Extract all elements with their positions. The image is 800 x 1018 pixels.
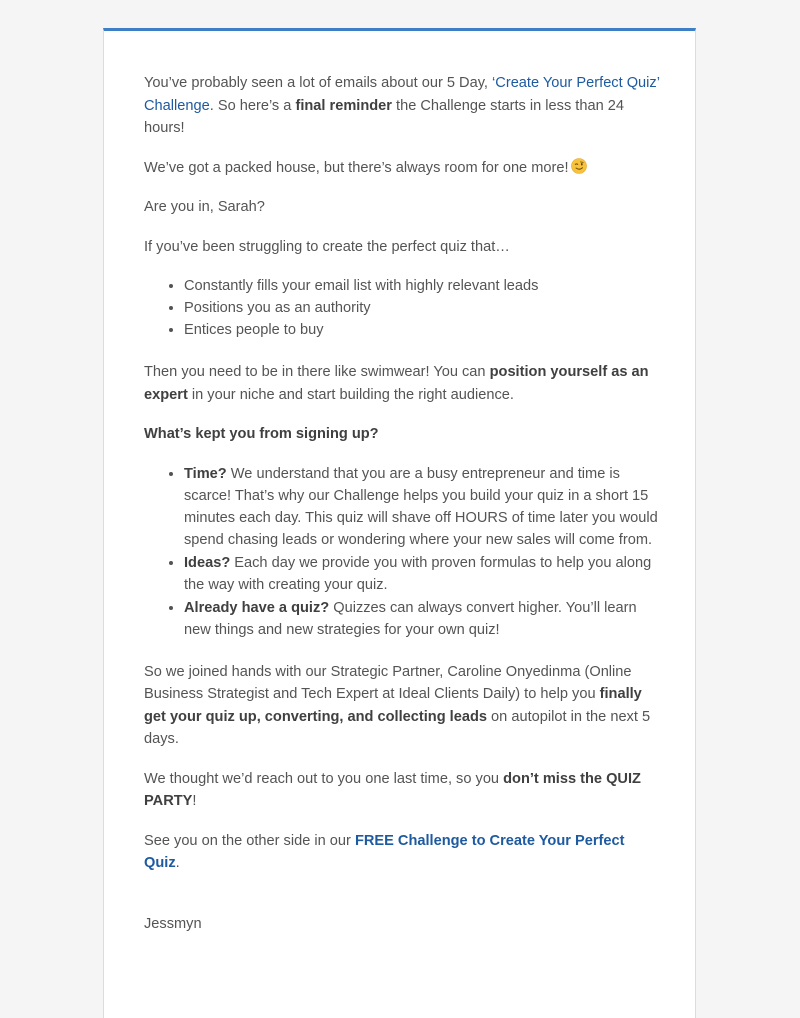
free-challenge-link-label: FREE Challenge to Create Your Perfect Quiz — [144, 832, 625, 871]
swimwear-paragraph — [144, 361, 660, 406]
final-reminder-bold: final reminder — [295, 97, 392, 114]
see-you-paragraph — [144, 830, 660, 875]
last-time-paragraph — [144, 768, 660, 813]
question-heading — [144, 423, 660, 446]
packed-house-paragraph — [144, 157, 660, 180]
challenge-link[interactable]: ‘Create Your Perfect Quiz’ Challenge — [144, 75, 660, 114]
intro-text-3: the Challenge starts in less than 24 hours! — [144, 97, 625, 136]
list-item: • Positions you as an authority — [184, 297, 660, 319]
winking-face-icon — [571, 158, 587, 174]
intro-paragraph — [144, 72, 660, 140]
packed-house-text: We’ve got a packed house, but there’s always room for one more! — [144, 159, 569, 176]
swimwear-text-2: in your niche and start building the right audience. — [187, 386, 514, 403]
intro-text-1: You’ve probably seen a lot of emails about our 5 Day, — [144, 75, 493, 91]
struggling-paragraph: If you’ve been struggling to create the perfect quiz that… — [144, 238, 510, 255]
partner-paragraph — [144, 661, 660, 751]
are-you-in-paragraph: Are you in, Sarah? — [144, 199, 265, 215]
list-item — [184, 463, 660, 551]
see-you-text-2: . — [175, 855, 180, 871]
see-you-text-1: See you on the other side in our — [144, 832, 355, 849]
email-body — [144, 72, 660, 952]
partner-bold: finally get your quiz up, converting, and collecting leads — [144, 686, 642, 725]
objection-title: Time? — [184, 465, 227, 482]
objections-list — [144, 463, 660, 641]
partner-text-1: So we joined hands with our Strategic Partner, Caroline Onyedinma (Online Business Strategist and Tech Expert at Ideal Clients Daily) to help you — [144, 663, 632, 702]
email-card — [103, 28, 696, 1018]
list-item: • Entices people to buy — [184, 319, 660, 341]
list-item — [184, 552, 660, 596]
last-time-text-2: ! — [192, 793, 197, 809]
list-item: • Constantly fills your email list with highly relevant leads — [184, 275, 660, 297]
objection-text: We understand that you are a busy entrepreneur and time is scarce! That’s why our Challenge helps you build your quiz in a short 15 minutes each day. This quiz will shave off HOURS of time later you would spend chasing leads or wondering where your new sales will come from. — [184, 465, 658, 548]
swimwear-text-1: Then you need to be in there like swimwear! You can — [144, 364, 490, 380]
quiz-party-bold: don’t miss the QUIZ PARTY — [144, 770, 641, 809]
last-time-text-1: We thought we’d reach out to you one last time, so you — [144, 770, 504, 787]
objection-text: Quizzes can always convert higher. You’ll learn new things and new strategies for your own quiz! — [184, 599, 637, 638]
objection-text: Each day we provide you with proven formulas to help you along the way with creating your quiz. — [184, 554, 652, 593]
partner-text-2: on autopilot in the next 5 days. — [144, 708, 651, 747]
objection-title: Ideas? — [184, 554, 231, 571]
benefits-list — [144, 275, 660, 341]
intro-text-2: . So here’s a — [209, 97, 296, 114]
list-item — [184, 597, 660, 641]
expert-bold: position yourself as an expert — [144, 364, 649, 403]
objection-title: Already have a quiz? — [184, 599, 330, 616]
signature: Jessmyn — [144, 915, 202, 932]
question-bold: What’s kept you from signing up? — [144, 426, 379, 442]
